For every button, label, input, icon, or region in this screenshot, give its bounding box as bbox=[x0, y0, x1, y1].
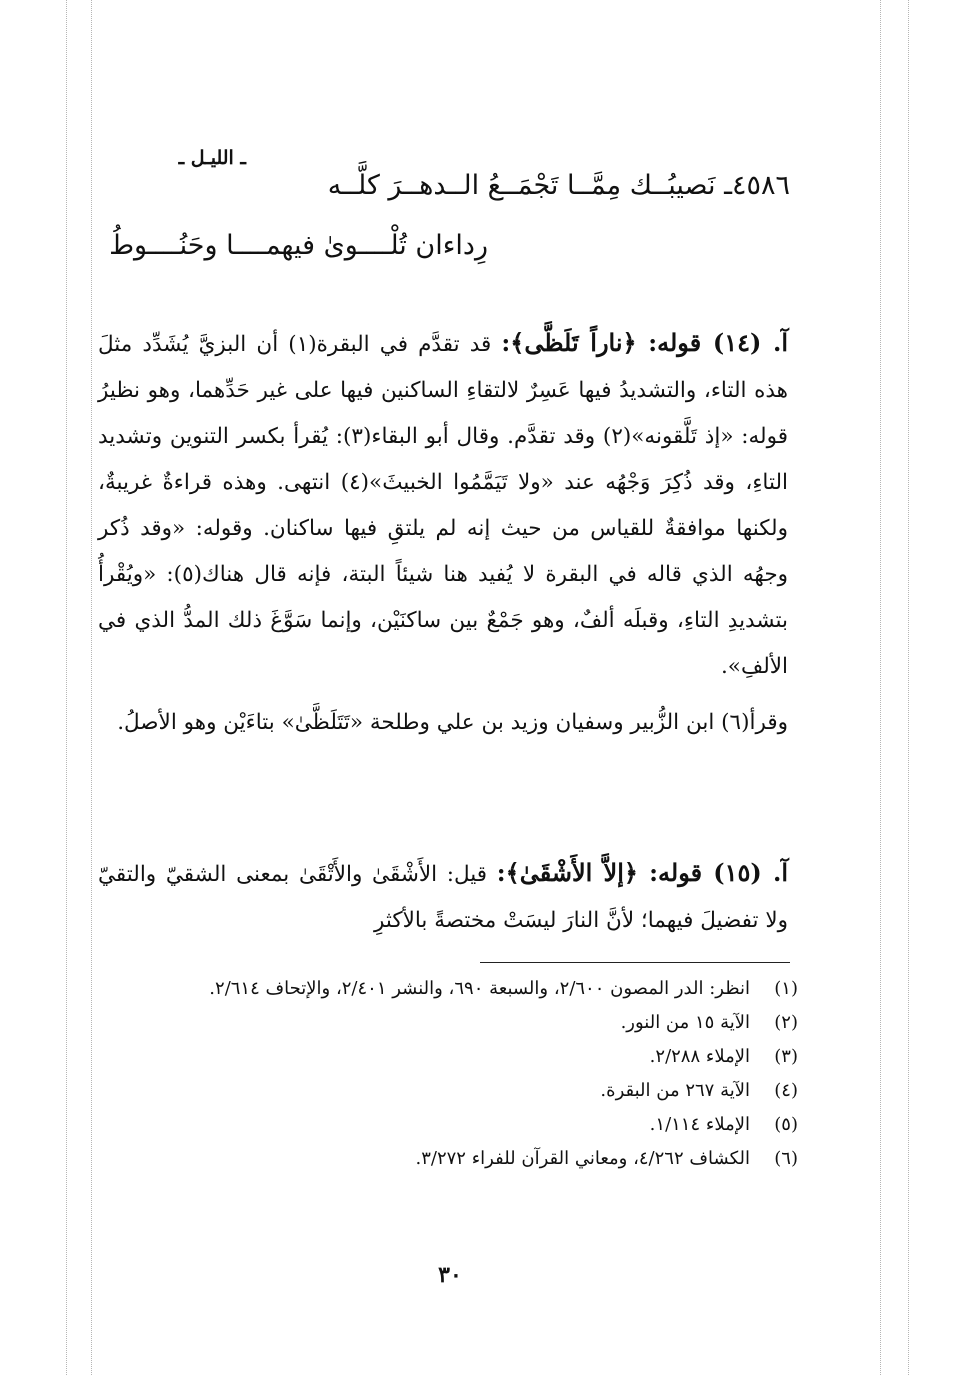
footnote-number: (٤) bbox=[774, 1080, 798, 1101]
page-number: ٣٠ bbox=[438, 1262, 462, 1288]
running-header: ـ الليـل ـ bbox=[178, 147, 246, 169]
footnote-number: (٢) bbox=[774, 1012, 798, 1033]
paragraph-verse-14 bbox=[98, 320, 788, 690]
footnote-item bbox=[98, 1108, 798, 1142]
footnote-item bbox=[98, 1006, 798, 1040]
footnote-number: (٣) bbox=[774, 1046, 798, 1067]
footnotes bbox=[98, 972, 798, 1176]
paragraph-label: آ. (١٥) قوله: ﴿إلاَّ الأَشْقَىٰ﴾: bbox=[496, 858, 789, 887]
footnote-number: (١) bbox=[774, 978, 798, 999]
footnote-item bbox=[98, 1142, 798, 1176]
footnote-number: (٥) bbox=[774, 1114, 798, 1135]
footnote-number: (٦) bbox=[774, 1148, 798, 1169]
paragraph-label: آ. (١٤) قوله: ﴿ناراً تَلَظَّى﴾: bbox=[501, 328, 788, 357]
footnote-text: الإملاء ١/١١٤. bbox=[649, 1114, 750, 1135]
footnote-text: الكشاف ٤/٢٦٢، ومعاني القرآن للفراء ٣/٢٧٢. bbox=[415, 1148, 750, 1169]
paragraph-text: قد تقدَّم في البقرة(١) أن البزيَّ يُشَدِّد مثلَ هذه التاء، والتشديدُ فيها عَسِرٌ لالتقاءِ الساكنين فيها على غير حَدِّهما، وهو نظيرُ قوله: «إذ تَلَّقونه»(٢) وقد تقدَّم. وقال أبو البقاء(٣): يُقرأ بكسر التنوين وتشديد التاءِ، وقد ذُكِرَ وَجْهُه عند «ولا تَيَمَّمُوا الخبيثَ»(٤) انتهى. وهذه قراءةٌ غريبةٌ، ولكنها موافقةٌ للقياس من حيث إنه لم يلتقِ فيها ساكنان. وقوله: «وقد ذُكر وجهُه الذي قاله في البقرة لا يُفيد هنا شيئاً البتة، فإنه قال هناك(٥): «ويُقْرأُ بتشديدِ التاءِ، وقبلَه ألفٌ، وهو جَمْعٌ بين ساكنَيْن، وإنما سَوَّغَ ذلك المدُّ الذي في الألفِ». bbox=[98, 332, 788, 679]
margin-guide-right-inner bbox=[880, 0, 881, 1375]
verse-line-1: ٤٥٨٦ـ نَصيبُــك مِمَّــا تَجْمَــعُ الــدهــرَ كلَّــه bbox=[327, 170, 790, 201]
paragraph-alternate-reading bbox=[98, 700, 788, 746]
footnote-text: انظر: الدر المصون ٢/٦٠٠، والسبعة ٦٩٠، والنشر ٢/٤٠١، والإتحاف ٢/٦١٤. bbox=[209, 978, 750, 999]
footnote-text: الآية ٢٦٧ من البقرة. bbox=[600, 1080, 750, 1101]
paragraph-text: وقرأ(٦) ابن الزُّبير وسفيان وزيد بن علي وطلحة «تَتَلَظَّىٰ» بتاءَيْن وهو الأصلُ. bbox=[117, 710, 788, 735]
footnote-item bbox=[98, 1040, 798, 1074]
footnote-text: الآية ١٥ من النور. bbox=[620, 1012, 750, 1033]
paragraph-verse-15 bbox=[98, 850, 788, 944]
margin-guide-left-outer bbox=[66, 0, 67, 1375]
paragraph-text: قيل: الأَشْقَىٰ والأَتْقَىٰ بمعنى الشقيّ والتقيّ ولا تفضيلَ فيهما؛ لأنَّ النارَ ليسَتْ مختصةً بالأكثرِ bbox=[98, 862, 788, 933]
footnote-text: الإملاء ٢/٢٨٨. bbox=[649, 1046, 750, 1067]
footnote-item bbox=[98, 972, 798, 1006]
margin-guide-left-inner bbox=[91, 0, 92, 1375]
footnote-item bbox=[98, 1074, 798, 1108]
margin-guide-right-outer bbox=[908, 0, 909, 1375]
verse-line-2: رِداءان تُلْــــوىٰ فيهمــــا وحَنُــــوطُ bbox=[109, 230, 488, 261]
footnote-divider bbox=[480, 962, 790, 963]
